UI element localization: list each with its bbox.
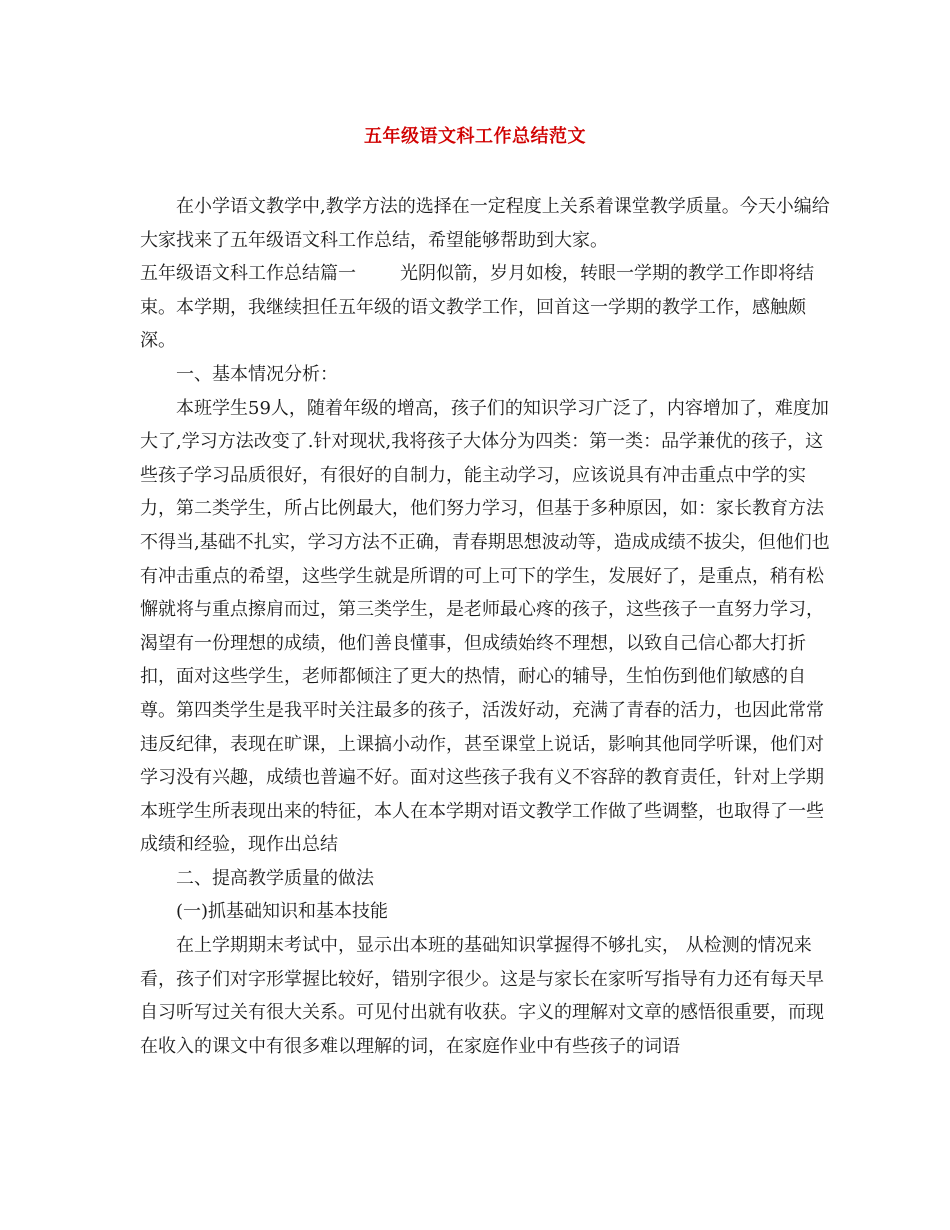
intro-paragraph: 在小学语文教学中,教学方法的选择在一定程度上关系着课堂教学质量。今天小编给大家找来了五年级语文科工作总结，希望能够帮助到大家。: [140, 196, 830, 251]
heading-basic-situation: 一、基本情况分析：: [176, 363, 338, 385]
document-body: [140, 190, 830, 1063]
section1-paragraph: [140, 257, 830, 358]
document-title: 五年级语文科工作总结范文: [364, 126, 586, 147]
section1-text: 光阴似箭，岁月如梭，转眼一学期的教学工作即将结束。本学期，我继续担任五年级的语文教学工作，回首这一学期的教学工作，感触颇深。: [140, 263, 814, 352]
section1-label: 五年级语文科工作总结篇一: [140, 263, 356, 285]
analysis-paragraph: 本班学生59人，随着年级的增高，孩子们的知识学习广泛了，内容增加了，难度加大了,学习方法改变了.针对现状,我将孩子大体分为四类：第一类：品学兼优的孩子，这些孩子学习品质很好，有很好的自制力，能主动学习，应该说具有冲击重点中学的实力，第二类学生，所占比例最大，他们努力学习，但基于多种原因，如：家长教育方法不得当,基础不扎实，学习方法不正确，青春期思想波动等，造成成绩不拔尖，但他们也有冲击重点的希望，这些学生就是所谓的可上可下的学生，发展好了，是重点，稍有松懈就将与重点擦肩而过，第三类学生，是老师最心疼的孩子，这些孩子一直努力学习，渴望有一份理想的成绩，他们善良懂事，但成绩始终不理想，以致自己信心都大打折扣，面对这些学生，老师都倾注了更大的热情，耐心的辅导，生怕伤到他们敏感的自尊。第四类学生是我平时关注最多的孩子，活泼好动，充满了青春的活力，也因此常常违反纪律，表现在旷课，上课搞小动作，甚至课堂上说话，影响其他同学听课，他们对学习没有兴趣，成绩也普遍不好。面对这些孩子我有义不容辞的教育责任，针对上学期本班学生所表现出来的特征，本人在本学期对语文教学工作做了些调整，也取得了一些成绩和经验，现作出总结: [140, 397, 830, 856]
heading-teaching-quality: 二、提高教学质量的做法: [176, 867, 374, 889]
basics-paragraph: 在上学期期末考试中，显示出本班的基础知识掌握得不够扎实， 从检测的情况来看，孩子们对字形掌握比较好，错别字很少。这是与家长在家听写指导有力还有每天早自习听写过关有很大关系。可见付出就有收获。字义的理解对文章的感悟很重要，而现在收入的课文中有很多难以理解的词，在家庭作业中有些孩子的词语: [140, 935, 824, 1057]
heading-basic-skills: (一)抓基础知识和基本技能: [176, 901, 389, 923]
